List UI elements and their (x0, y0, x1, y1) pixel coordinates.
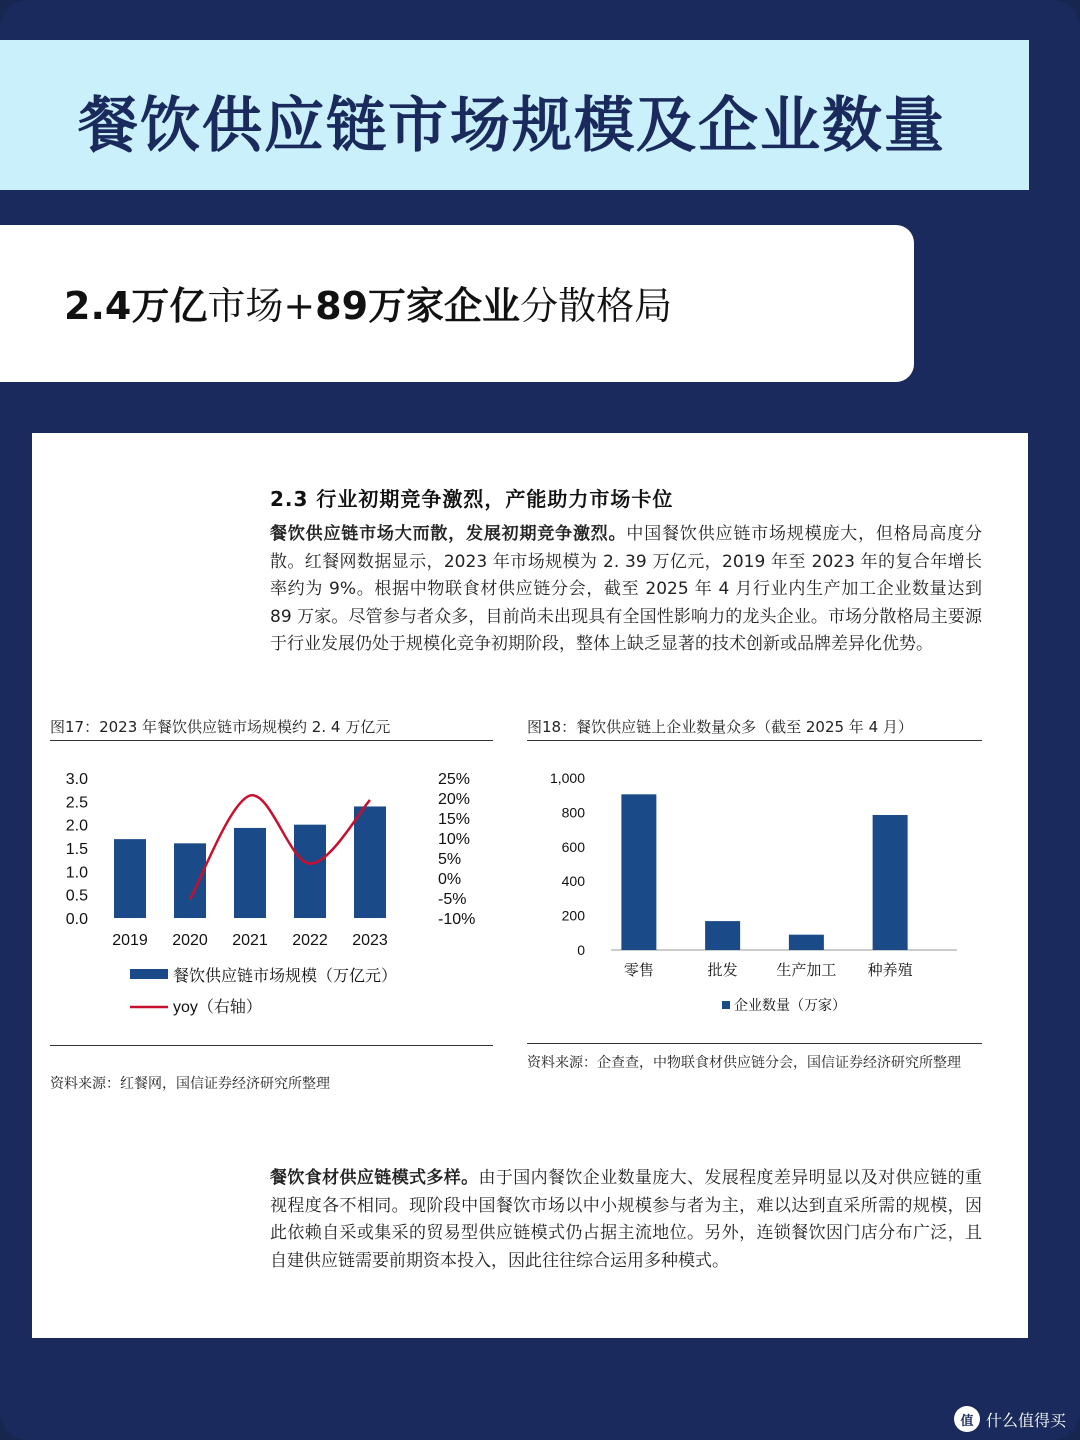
figure17-bottom-rule (50, 1045, 493, 1046)
market-size-bar (174, 843, 206, 918)
left-axis-tick-label: 1.0 (65, 864, 88, 882)
subtitle-banner (0, 225, 914, 382)
site-name: 什么值得买 (985, 1410, 1066, 1430)
figure18-caption: 图18：餐饮供应链上企业数量众多（截至 2025 年 4 月） (527, 718, 913, 736)
paragraph-model (270, 1165, 982, 1275)
figure17-top-rule (50, 740, 493, 741)
right-axis-tick-label: 20% (438, 791, 471, 808)
y-axis-tick-label: 800 (561, 804, 585, 821)
paragraph-market-lead: 餐饮供应链市场大而散，发展初期竞争激烈。 (270, 524, 627, 544)
market-size-bar (294, 825, 326, 918)
legend-label-yoy: yoy（右轴） (173, 999, 262, 1016)
page-title: 餐饮供应链市场规模及企业数量 (78, 91, 946, 161)
x-axis-tick-label: 2019 (112, 932, 148, 949)
x-axis-tick-label: 生产加工 (776, 962, 837, 979)
x-axis-tick-label: 零售 (623, 962, 654, 979)
yoy-line (190, 795, 370, 899)
market-size-bar (354, 806, 386, 918)
figure18-source: 资料来源：企查查，中物联食材供应链分会，国信证券经济研究所整理 (527, 1055, 961, 1071)
market-size-chart (50, 751, 495, 1031)
paragraph-model-lead: 餐饮食材供应链模式多样。 (270, 1168, 479, 1188)
left-axis-tick-label: 2.5 (65, 794, 88, 812)
y-axis-tick-label: 400 (561, 873, 585, 890)
subtitle-market-size: 2.4万亿 (64, 284, 208, 328)
figure17-caption: 图17：2023 年餐饮供应链市场规模约 2. 4 万亿元 (50, 718, 391, 736)
left-axis-tick-label: 3.0 (65, 771, 88, 788)
y-axis-tick-label: 0 (577, 942, 585, 958)
report-excerpt (32, 433, 1028, 1338)
subtitle-company-count: 89万家企业 (315, 284, 521, 328)
figure17-source: 资料来源：红餐网，国信证券经济研究所整理 (50, 1076, 330, 1092)
paragraph-market (270, 521, 982, 659)
left-axis-tick-label: 0.5 (65, 887, 88, 905)
legend-label-market-size: 餐饮供应链市场规模（万亿元） (173, 968, 398, 985)
x-axis-tick-label: 批发 (707, 962, 738, 979)
paragraph-model-body: 由于国内餐饮企业数量庞大、发展程度差异明显以及对供应链的重视程度各不相同。现阶段中国餐饮市场以中小规模参与者为主，难以达到直采所需的规模，因此依赖自采或集采的贸易型供应链模式仍占据主流地位。另外，连锁餐饮因门店分布广泛，且自建供应链需要前期资本投入，因此往往综合运用多种模式。 (270, 1168, 982, 1271)
legend-swatch-market-size (130, 969, 168, 979)
right-axis-tick-label: -10% (438, 911, 476, 928)
subtitle-text-pattern: 分散格局 (520, 284, 673, 328)
right-axis-tick-label: 15% (438, 811, 471, 828)
y-axis-tick-label: 600 (561, 838, 585, 855)
market-size-bar (234, 828, 266, 918)
subtitle-text-market: 市场+ (207, 284, 316, 328)
left-axis-tick-label: 0.0 (65, 911, 88, 928)
x-axis-tick-label: 2023 (352, 932, 388, 949)
left-axis-tick-label: 2.0 (65, 817, 88, 835)
legend-label-company-count: 企业数量（万家） (734, 997, 846, 1013)
right-axis-tick-label: 5% (438, 851, 462, 868)
x-axis-tick-label: 2021 (232, 932, 268, 949)
y-axis-tick-label: 1,000 (549, 770, 585, 786)
left-axis-tick-label: 1.5 (65, 841, 88, 858)
figure18-top-rule (527, 740, 982, 741)
page-subtitle (64, 275, 672, 330)
section-heading: 2.3 行业初期竞争激烈，产能助力市场卡位 (270, 487, 674, 511)
figure18-bottom-rule (527, 1043, 982, 1044)
market-size-bar (114, 839, 146, 918)
right-axis-tick-label: -5% (438, 891, 467, 908)
legend-swatch-company-count (722, 1001, 730, 1009)
right-axis-tick-label: 25% (438, 771, 471, 788)
company-count-bar (789, 935, 824, 950)
site-watermark (954, 1406, 1066, 1432)
y-axis-tick-label: 200 (561, 907, 585, 924)
company-count-bar (705, 921, 740, 950)
title-banner (0, 40, 1029, 190)
company-count-bar (873, 815, 908, 950)
company-count-chart (527, 751, 982, 1031)
site-logo-icon: 值 (954, 1406, 980, 1432)
paragraph-market-body: 中国餐饮供应链市场规模庞大，但格局高度分散。红餐网数据显示，2023 年市场规模为 2. 39 万亿元，2019 年至 2023 年的复合年增长率约为 9%。根据中物联食材供应链分会，截至 2025 年 4 月行业内生产加工企业数量达到 89 万家。尽管参与者众多，目前尚未出现具有全国性影响力的龙头企业。市场分散格局主要源于行业发展仍处于规模化竞争初期阶段，整体上缺乏显著的技术创新或品牌差异化优势。 (270, 524, 983, 654)
right-axis-tick-label: 0% (438, 871, 462, 888)
x-axis-tick-label: 2022 (292, 932, 328, 949)
company-count-bar (621, 794, 656, 950)
x-axis-tick-label: 2020 (172, 932, 208, 949)
right-axis-tick-label: 10% (438, 831, 471, 848)
x-axis-tick-label: 种养殖 (867, 962, 913, 979)
